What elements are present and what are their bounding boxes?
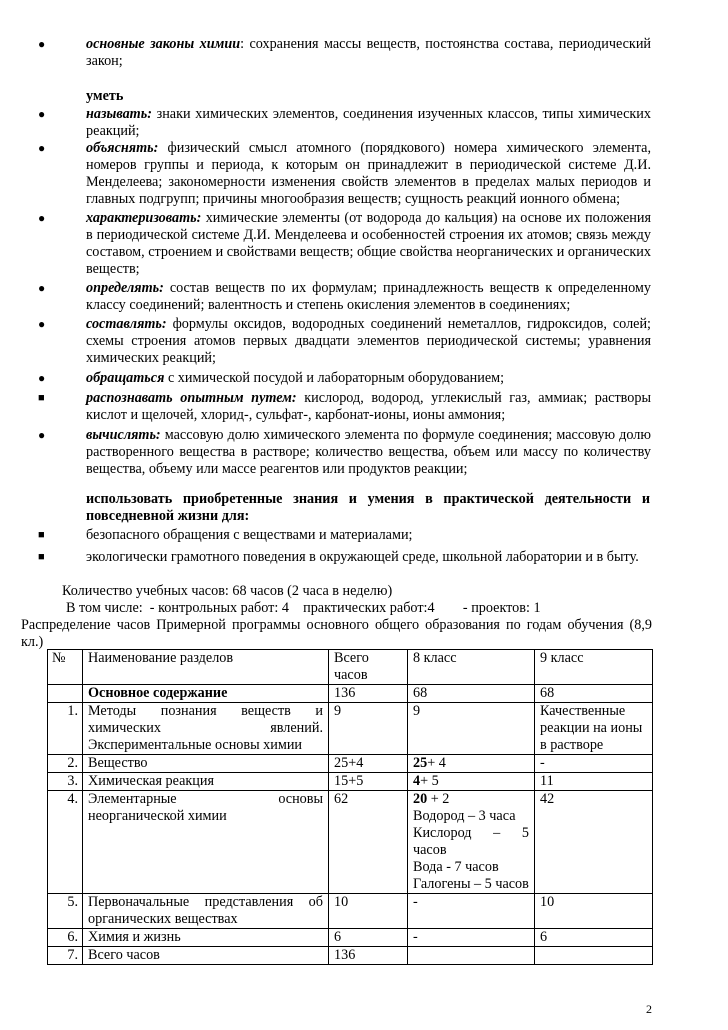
table-cell	[535, 947, 653, 965]
table-cell: 15+5	[329, 773, 408, 791]
hours-table	[47, 649, 653, 965]
item-text: безопасного обращения с веществами и материалами;	[86, 527, 413, 543]
header-cell: Всего часов	[329, 650, 408, 685]
item-text: формулы оксидов, водородных соединений неметаллов, гидроксидов, солей; схемы строения атомов первых двадцати элементов периодической системы; уравнения химических реакций;	[86, 316, 651, 366]
item-text: экологически грамотного поведения в окружающей среде, школьной лаборатории и в быту.	[86, 549, 639, 565]
bullet-icon: ●	[38, 141, 46, 155]
item-text: кислород, водород, углекислый газ, аммиак; растворы кислот и щелочей, хлорид-, сульфат-, карбонат-ионы, ионы аммония;	[86, 390, 652, 423]
list-item	[38, 427, 651, 478]
item-keyword: распознавать опытным путем:	[86, 390, 297, 406]
header-cell: 8 класс	[408, 650, 535, 685]
bullet-icon: ●	[38, 211, 46, 225]
bullet-icon: ■	[38, 551, 45, 563]
header-cell: 9 класс	[535, 650, 653, 685]
table-cell: Всего часов	[83, 947, 329, 965]
table-cell: 10	[535, 894, 653, 929]
table-cell: -	[535, 755, 653, 773]
table-cell: 68	[408, 685, 535, 703]
bullet-icon: ●	[38, 281, 46, 295]
bullet-icon: ●	[38, 371, 46, 385]
table-cell: 3.	[48, 773, 83, 791]
table-cell: 6.	[48, 929, 83, 947]
table-cell: -	[408, 894, 535, 929]
item-keyword: вычислять:	[86, 427, 161, 443]
item-keyword: определять:	[86, 280, 164, 296]
item-keyword: составлять:	[86, 316, 167, 332]
item-keyword: обращаться	[86, 370, 165, 386]
table-cell: 62	[329, 791, 408, 894]
table-row	[48, 755, 653, 773]
table-cell: 20 + 2 Водород – 3 часа Кислород – 5 часов Вода - 7 часов Галогены – 5 часов	[408, 791, 535, 894]
bullet-icon: ●	[38, 107, 46, 121]
table-cell: 7.	[48, 947, 83, 965]
list-item	[38, 527, 651, 544]
table-cell: Основное содержание	[83, 685, 329, 703]
table-cell: 42	[535, 791, 653, 894]
bullet-icon: ●	[38, 428, 46, 442]
table-cell: Химическая реакция	[83, 773, 329, 791]
apply-header: использовать приобретенные знания и умения в практической деятельности и повседневной жизни для:	[86, 491, 650, 524]
table-header-row	[48, 650, 653, 685]
table-cell: 4+ 5	[408, 773, 535, 791]
list-item	[38, 370, 651, 387]
table-row	[48, 947, 653, 965]
bullet-icon: ●	[38, 317, 46, 331]
item-text: физический смысл атомного (порядкового) номера химического элемента, номеров группы и периода, к которым он принадлежит в периодической системе Д.И. Менделеева; закономерности изменения свойств элементов в пределах малых периодов и главных подгрупп; причины многообразия веществ; сущность реакций ионного обмена;	[86, 140, 651, 207]
including-line: В том числе: - контрольных работ: 4 практических работ:4 - проектов: 1	[66, 600, 541, 616]
item-keyword: характеризовать:	[86, 210, 202, 226]
table-row	[48, 929, 653, 947]
table-cell: 1.	[48, 703, 83, 755]
table-cell	[408, 947, 535, 965]
item-keyword: основные законы химии	[86, 36, 241, 52]
table-row	[48, 894, 653, 929]
table-cell: 10	[329, 894, 408, 929]
table-cell: 136	[329, 685, 408, 703]
item-text: химические элементы (от водорода до кальция) на основе их положения в периодической системе Д.И. Менделеева и особенностей строения их атомов; связь между составом, строением и свойствами веществ; общие свойства неорганических и органических веществ;	[86, 210, 651, 277]
table-row	[48, 773, 653, 791]
item-text: состав веществ по их формулам; принадлежность веществ к определенному классу соединений; валентность и степень окисления элементов в соединениях;	[86, 280, 651, 313]
table-cell: Вещество	[83, 755, 329, 773]
table-cell: Химия и жизнь	[83, 929, 329, 947]
table-cell: 25+4	[329, 755, 408, 773]
table-cell: 5.	[48, 894, 83, 929]
bullet-icon: ●	[38, 37, 46, 51]
header-cell: №	[48, 650, 83, 685]
list-item	[38, 36, 652, 70]
table-row	[48, 791, 653, 894]
table-cell: 136	[329, 947, 408, 965]
table-row	[48, 685, 653, 703]
table-cell: 9	[329, 703, 408, 755]
table-cell: 25+ 4	[408, 755, 535, 773]
table-cell: -	[408, 929, 535, 947]
table-cell: 2.	[48, 755, 83, 773]
table-cell: 9	[408, 703, 535, 755]
table-cell: 68	[535, 685, 653, 703]
distribution-line: Распределение часов Примерной программы основного общего образования по годам обучения (8,9 кл.)	[21, 617, 652, 650]
page-number: 2	[646, 1002, 652, 1016]
table-cell: 6	[535, 929, 653, 947]
list-item	[38, 390, 652, 424]
item-text: : сохранения массы веществ, постоянства состава, периодический закон;	[86, 36, 652, 69]
table-cell: Методы познания веществ и химических явлений. Экспериментальные основы химии	[83, 703, 329, 755]
header-cell: Наименование разделов	[83, 650, 329, 685]
bullet-icon: ■	[38, 392, 45, 404]
hours-line: Количество учебных часов: 68 часов (2 часа в неделю)	[62, 583, 393, 599]
list-item	[38, 549, 651, 566]
table-cell: 11	[535, 773, 653, 791]
list-item	[38, 106, 651, 140]
skills-header: уметь	[86, 88, 124, 104]
list-item	[38, 280, 651, 314]
list-item	[38, 316, 651, 367]
table-cell: Элементарные основы неорганической химии	[83, 791, 329, 894]
item-text: массовую долю химического элемента по формуле соединения; массовую долю растворенного вещества в растворе; количество вещества, объем или массу по количеству вещества, объему или массе реагентов или продуктов реакции;	[86, 427, 651, 477]
list-item	[38, 210, 651, 278]
item-text: с химической посудой и лабораторным оборудованием;	[164, 370, 505, 386]
bullet-icon: ■	[38, 529, 45, 541]
table-cell: 4.	[48, 791, 83, 894]
table-cell: 6	[329, 929, 408, 947]
table-cell: Качественные реакции на ионы в растворе	[535, 703, 653, 755]
table-cell: Первоначальные представления об органических веществах	[83, 894, 329, 929]
item-keyword: объяснять:	[86, 140, 159, 156]
list-item	[38, 140, 651, 208]
table-row	[48, 703, 653, 755]
item-keyword: называть:	[86, 106, 152, 122]
item-text: знаки химических элементов, соединения изученных классов, типы химических реакций;	[86, 106, 651, 139]
